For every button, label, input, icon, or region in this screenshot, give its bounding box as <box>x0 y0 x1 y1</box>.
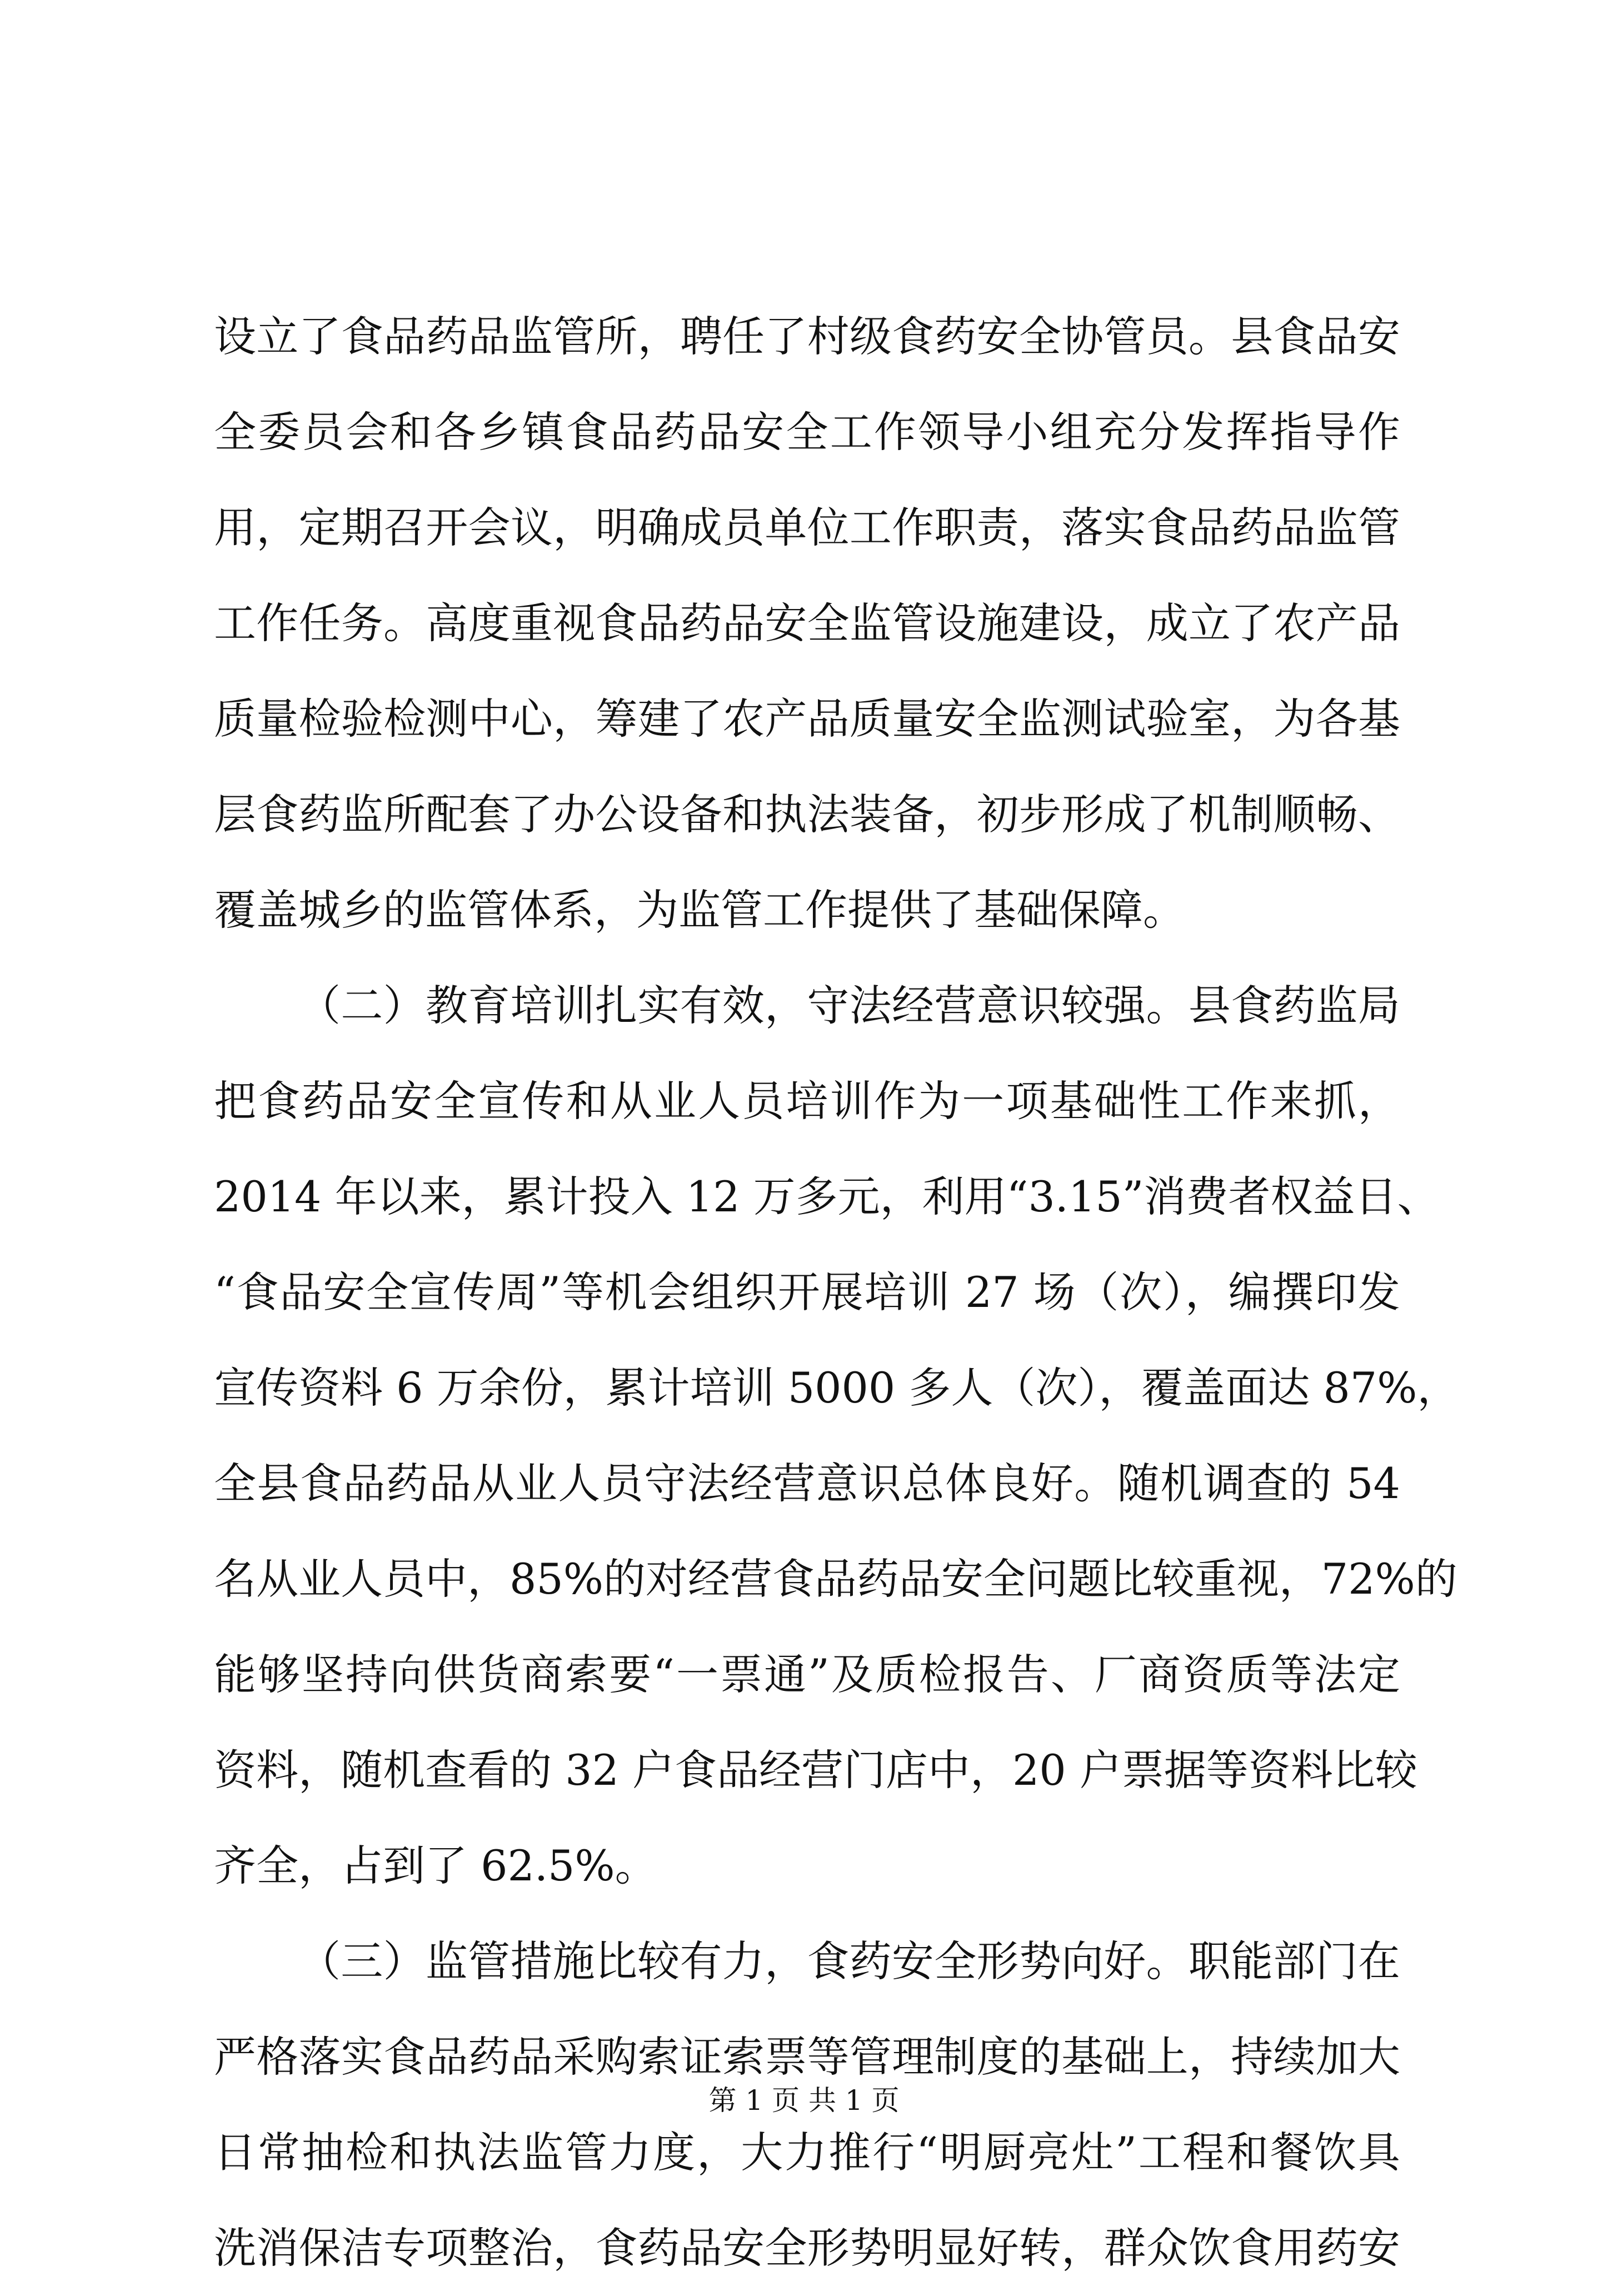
text-line: 工作任务。高度重视食品药品安全监管设施建设，成立了农产品 <box>214 598 1400 648</box>
text-line: 齐全，占到了 62.5%。 <box>214 1841 657 1890</box>
text-line: 全委员会和各乡镇食品药品安全工作领导小组充分发挥指导作 <box>214 407 1400 457</box>
text-line: 能够坚持向供货商索要“一票通”及质检报告、厂商资质等法定 <box>214 1650 1400 1699</box>
section-heading-line: （二）教育培训扎实有效，守法经营意识较强。县食药监局 <box>298 981 1400 1030</box>
text-line: 把食药品安全宣传和从业人员培训作为一项基础性工作来抓， <box>214 1076 1400 1126</box>
text-line: 名从业人员中，85%的对经营食品药品安全问题比较重视，72%的 <box>214 1554 1457 1604</box>
text-line: 资料，随机查看的 32 户食品经营门店中，20 户票据等资料比较 <box>214 1745 1417 1795</box>
text-line: 质量检验检测中心，筹建了农产品质量安全监测试验室，为各基 <box>214 694 1400 743</box>
text-line: 严格落实食品药品采购索证索票等管理制度的基础上，持续加大 <box>214 2032 1400 2082</box>
body-text <box>214 289 1460 2296</box>
text-line: 日常抽检和执法监管力度，大力推行“明厨亮灶”工程和餐饮具 <box>214 2128 1400 2177</box>
text-line: 覆盖城乡的监管体系，为监管工作提供了基础保障。 <box>214 885 1185 935</box>
text-line: 2014 年以来，累计投入 12 万多元，利用“3.15”消费者权益日、 <box>214 1172 1440 1221</box>
section-heading-line: （三）监管措施比较有力，食药安全形势向好。职能部门在 <box>298 1936 1400 1986</box>
text-line: 宣传资料 6 万余份，累计培训 5000 多人（次），覆盖面达 87%， <box>214 1363 1460 1412</box>
text-line: 层食药监所配套了办公设备和执法装备，初步形成了机制顺畅、 <box>214 790 1400 839</box>
text-line: 用，定期召开会议，明确成员单位工作职责，落实食品药品监管 <box>214 503 1400 552</box>
text-line: “食品安全宣传周”等机会组织开展培训 27 场（次），编撰印发 <box>214 1267 1400 1317</box>
text-line: 全县食品药品从业人员守法经营意识总体良好。随机调查的 54 <box>214 1459 1400 1508</box>
text-line: 洗消保洁专项整治，食药品安全形势明显好转，群众饮食用药安 <box>214 2223 1400 2273</box>
page-footer: 第 1 页 共 1 页 <box>708 2084 900 2117</box>
text-line: 设立了食品药品监管所，聘任了村级食药安全协管员。县食品安 <box>214 312 1400 361</box>
